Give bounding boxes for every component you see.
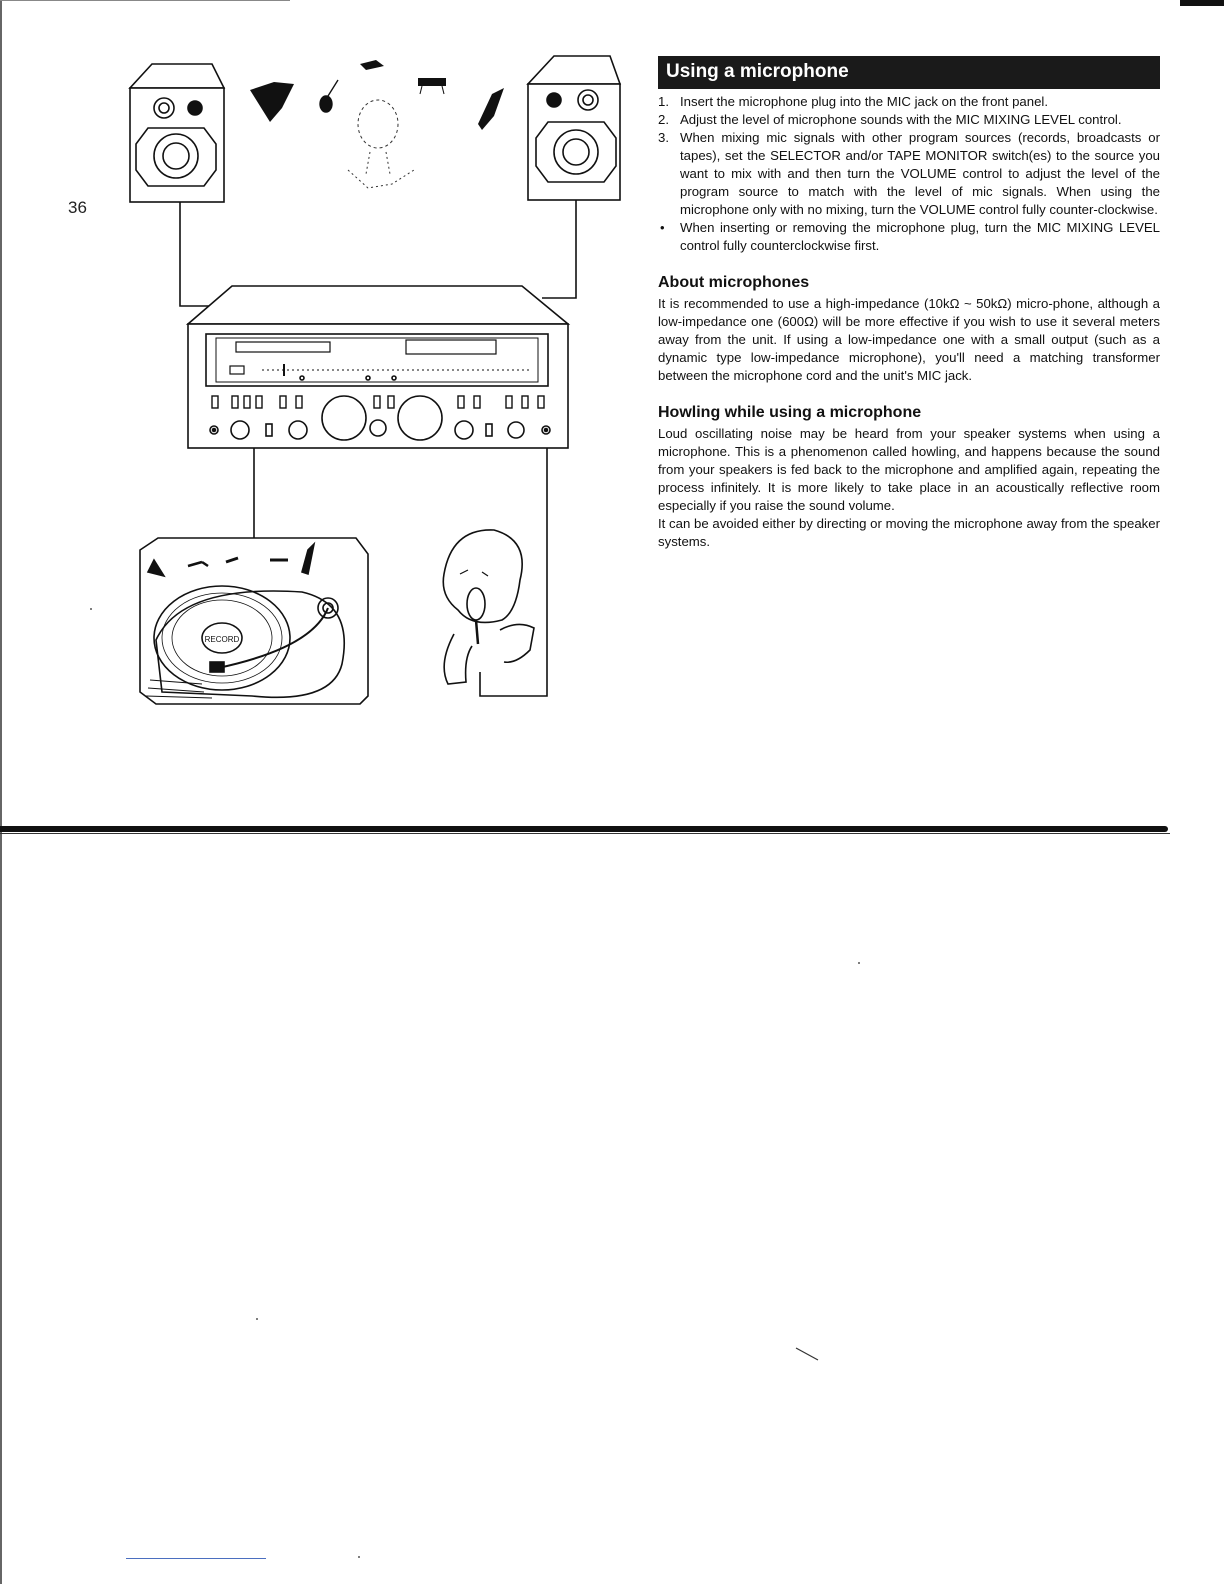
step-item	[658, 111, 1160, 129]
connection-illustration	[122, 44, 634, 712]
steps-list	[658, 93, 1160, 219]
scan-speck	[256, 1318, 258, 1320]
corner-mark	[1180, 0, 1224, 6]
scan-speck	[858, 962, 860, 964]
section-title: Using a microphone	[666, 61, 849, 82]
howling-text: Loud oscillating noise may be heard from your speaker systems when using a microphone. This is a phenomenon called howling, and happens because the sound from your speakers is fed back to the microphone and amplified again, repeating the process infinitely. It is more likely to take place in an acoustically reflective room especially if you raise the sound volume.	[658, 426, 1160, 513]
step-text: When mixing mic signals with other program sources (records, broadcasts or tapes), set the SELECTOR and/or TAPE MONITOR switch(es) to the source you want to mix with and then turn the VOLUME control to adjust the level of the program source to match with the level of mic signals. When using the microphone only with no mixing, turn the VOLUME control fully counter-clockwise.	[680, 130, 1160, 217]
right-speaker-wire	[542, 200, 576, 298]
scan-speck	[358, 1556, 360, 1558]
instructions-column	[658, 56, 1160, 551]
turntable-icon	[140, 538, 368, 704]
step-text: Adjust the level of microphone sounds with the MIC MIXING LEVEL control.	[680, 112, 1122, 127]
note-item	[658, 219, 1160, 255]
page-divider-thin	[0, 833, 1170, 834]
step-item	[658, 129, 1160, 219]
step-item	[658, 93, 1160, 111]
step-number: 3.	[658, 130, 669, 145]
howling-text-2: It can be avoided either by directing or moving the microphone away from the speaker systems.	[658, 516, 1160, 549]
piano-icon	[250, 82, 294, 122]
step-number: 1.	[658, 94, 669, 109]
about-heading: About microphones	[658, 274, 810, 291]
step-text: Insert the microphone plug into the MIC jack on the front panel.	[680, 94, 1048, 109]
bullet-icon: •	[660, 220, 665, 235]
listener-sketch	[348, 100, 414, 188]
step-number: 2.	[658, 112, 669, 127]
about-text: It is recommended to use a high-impedance (10kΩ ~ 50kΩ) micro-phone, although a low-impedance one (600Ω) will be more effective if you wish to use it several meters away from the unit. If using a low-impedance one with a small output (such as a dynamic type low-impedance microphone), you'll need a matching transformer between the microphone cord and the unit's MIC jack.	[658, 296, 1160, 383]
bottom-rule	[126, 1558, 266, 1559]
page-divider	[0, 826, 1168, 832]
trumpet-icon	[360, 60, 384, 70]
singer-icon	[443, 530, 534, 684]
mic-wire	[480, 448, 547, 696]
howling-heading: Howling while using a microphone	[658, 404, 922, 421]
note-text: When inserting or removing the microphone plug, turn the MIC MIXING LEVEL control fully counterclockwise first.	[680, 220, 1160, 253]
drum-icon	[418, 78, 446, 94]
record-label: RECORD	[204, 635, 240, 644]
scan-mark	[794, 1346, 822, 1362]
music-note-icon	[478, 88, 504, 130]
section-title-banner	[658, 56, 1160, 89]
amplifier-icon	[188, 286, 568, 448]
left-speaker-icon	[130, 64, 224, 202]
right-speaker-icon	[528, 56, 620, 200]
page-number: 36	[68, 198, 87, 217]
scan-top-line	[0, 0, 290, 1]
guitar-icon	[320, 80, 338, 112]
scan-left-edge	[0, 0, 2, 1584]
scan-speck	[90, 608, 92, 610]
